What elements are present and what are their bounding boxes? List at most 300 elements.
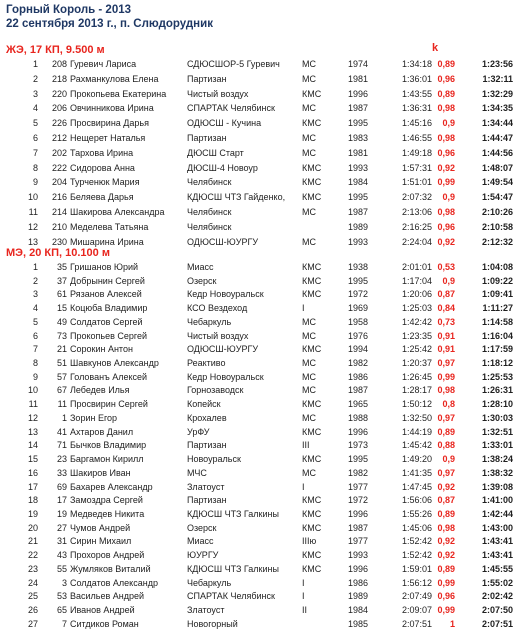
result-cell: 1:44:56	[481, 147, 513, 158]
team-cell: Новогорный	[187, 618, 238, 629]
team-cell: Партизан	[187, 440, 227, 451]
time-cell: 1:56:06	[401, 495, 432, 506]
k-cell: 0,92	[437, 162, 455, 173]
result-cell: 1:16:04	[481, 330, 513, 341]
table-row	[0, 301, 520, 315]
table-row	[0, 425, 520, 439]
result-cell: 1:38:32	[481, 467, 513, 478]
team-cell: Новоуральск	[187, 454, 241, 465]
result-cell: 1:49:54	[481, 177, 513, 188]
year-cell: 1986	[348, 371, 369, 382]
time-cell: 2:07:32	[401, 192, 432, 203]
k-cell: 0,87	[437, 289, 455, 300]
result-cell: 1:42:44	[481, 508, 513, 519]
result-cell: 1:32:51	[481, 426, 513, 437]
time-cell: 1:46:55	[401, 133, 432, 143]
name-cell: Бахарев Александр	[70, 481, 153, 492]
k-cell: 0,89	[437, 563, 455, 574]
table-row	[0, 438, 520, 452]
k-cell: 0,89	[437, 88, 455, 99]
team-cell: Златоуст	[187, 481, 225, 492]
time-cell: 1:55:26	[401, 508, 432, 519]
rank-cell: КМС	[302, 508, 322, 519]
k-cell: 0,9	[442, 192, 455, 203]
bib-cell: 212	[51, 133, 67, 143]
bib-cell: 33	[56, 467, 67, 478]
place-cell: 17	[27, 481, 38, 492]
rank-cell: МС	[302, 316, 316, 327]
bib-cell: 218	[51, 73, 67, 84]
result-cell: 2:02:42	[481, 591, 513, 602]
result-cell: 1:32:29	[481, 88, 513, 99]
result-cell: 2:10:26	[481, 207, 513, 217]
bib-cell: 206	[51, 103, 67, 114]
rank-cell: МС	[302, 371, 316, 382]
bib-cell: 220	[51, 88, 67, 99]
rank-cell: МС	[302, 412, 316, 423]
table-row	[0, 87, 520, 101]
bib-cell: 17	[56, 495, 67, 506]
time-cell: 2:16:25	[401, 221, 432, 232]
name-cell: Шакирова Александра	[70, 207, 165, 217]
time-cell: 1:49:20	[401, 454, 432, 465]
time-cell: 1:44:19	[401, 426, 432, 437]
rank-cell: III	[302, 440, 310, 451]
bib-cell: 202	[51, 147, 67, 158]
team-cell: Партизан	[187, 133, 227, 143]
year-cell: 1982	[348, 358, 369, 369]
team-cell: Кедр Новоуральск	[187, 289, 264, 300]
place-cell: 27	[27, 618, 38, 629]
place-cell: 24	[27, 577, 38, 588]
k-cell: 0,97	[437, 358, 455, 369]
name-cell: Шакиров Иван	[70, 467, 131, 478]
table-row	[0, 370, 520, 384]
result-cell: 1:09:22	[481, 275, 513, 286]
team-cell: КДЮСШ ЧТЗ Галкины	[187, 563, 279, 574]
k-cell: 0,96	[437, 221, 455, 232]
place-cell: 1	[32, 262, 38, 272]
result-cell: 1:04:08	[481, 262, 513, 272]
k-cell: 0,99	[437, 371, 455, 382]
rank-cell: IIIю	[302, 536, 317, 547]
table-row	[0, 175, 520, 189]
name-cell: Прокопьева Екатерина	[70, 88, 167, 99]
name-cell: Овчинникова Ирина	[70, 103, 154, 114]
time-cell: 1:28:17	[401, 385, 432, 396]
time-cell: 1:45:16	[401, 118, 432, 129]
time-cell: 1:20:06	[401, 289, 432, 300]
bib-cell: 37	[56, 275, 67, 286]
team-cell: Челябинск	[187, 177, 232, 188]
year-cell: 1993	[348, 162, 369, 173]
year-cell: 1995	[348, 192, 369, 203]
bib-cell: 43	[56, 550, 67, 561]
table-row	[0, 617, 520, 631]
time-cell: 2:07:49	[401, 591, 432, 602]
k-cell: 0,92	[437, 236, 455, 247]
time-cell: 2:09:07	[401, 605, 432, 615]
rank-cell: МС	[302, 330, 316, 341]
year-cell: 1995	[348, 118, 369, 129]
year-cell: 1981	[348, 73, 369, 84]
result-cell: 1:33:01	[481, 440, 513, 451]
k-cell: 0,99	[437, 577, 455, 588]
year-cell: 1985	[348, 618, 369, 629]
name-cell: Мишарина Ирина	[70, 236, 144, 247]
k-cell: 0,9	[442, 454, 455, 465]
year-cell: 1987	[348, 207, 369, 217]
k-cell: 0,88	[437, 440, 455, 451]
year-cell: 1995	[348, 454, 369, 465]
year-cell: 1976	[348, 330, 369, 341]
result-cell: 1:39:08	[481, 481, 513, 492]
name-cell: Лебедев Илья	[70, 385, 130, 396]
place-cell: 5	[32, 118, 38, 129]
result-cell: 1:14:58	[481, 316, 513, 327]
name-cell: Солдатов Сергей	[70, 316, 143, 327]
k-cell: 0,84	[437, 303, 455, 314]
rank-cell: МС	[302, 133, 316, 143]
name-cell: Меделева Татьяна	[70, 221, 149, 232]
k-cell: 0,8	[442, 399, 455, 410]
time-cell: 1:25:03	[401, 303, 432, 314]
result-cell: 1:17:59	[481, 344, 513, 355]
team-cell: Златоуст	[187, 605, 225, 615]
team-cell: Челябинск	[187, 207, 232, 217]
bib-cell: 69	[56, 481, 67, 492]
table-row	[0, 116, 520, 130]
table-row	[0, 493, 520, 507]
k-cell: 0,92	[437, 481, 455, 492]
k-cell: 0,98	[437, 207, 455, 217]
result-cell: 1:38:24	[481, 454, 513, 465]
k-cell: 0,53	[437, 262, 455, 272]
result-cell: 1:43:41	[481, 550, 513, 561]
bib-cell: 11	[57, 399, 67, 410]
place-cell: 11	[28, 399, 38, 410]
team-cell: Партизан	[187, 495, 227, 506]
name-cell: Бычков Владимир	[70, 440, 147, 451]
team-cell: СДЮСШОР-5 Гуревич	[187, 59, 280, 69]
rank-cell: КМС	[302, 177, 322, 188]
place-cell: 7	[32, 344, 38, 355]
table-row	[0, 603, 520, 617]
bib-cell: 55	[56, 563, 67, 574]
name-cell: Жумляков Виталий	[70, 563, 151, 574]
bib-cell: 35	[56, 262, 67, 272]
k-column-header: k	[432, 42, 439, 54]
result-cell: 1:23:56	[481, 59, 513, 69]
name-cell: Замоздра Сергей	[70, 495, 143, 506]
k-cell: 0,9	[442, 118, 455, 129]
year-cell: 1996	[348, 563, 369, 574]
team-cell: ОДЮСШ-ЮУРГУ	[187, 344, 259, 355]
name-cell: Добрынин Сергей	[70, 275, 145, 286]
table-row	[0, 131, 520, 145]
place-cell: 11	[28, 207, 38, 217]
time-cell: 1:32:50	[401, 412, 432, 423]
year-cell: 1996	[348, 508, 369, 519]
team-cell: Озерск	[187, 275, 217, 286]
result-cell: 2:12:32	[481, 236, 513, 247]
time-cell: 1:49:18	[401, 147, 432, 158]
table-row	[0, 562, 520, 576]
table-row	[0, 397, 520, 411]
place-cell: 21	[27, 536, 38, 547]
place-cell: 6	[32, 133, 38, 143]
rank-cell: КМС	[302, 454, 322, 465]
bib-cell: 27	[56, 522, 67, 533]
table-row	[0, 342, 520, 356]
bib-cell: 216	[51, 192, 67, 203]
year-cell: 1996	[348, 426, 369, 437]
bib-cell: 71	[56, 440, 67, 451]
page-title: Горный Король - 2013	[6, 4, 132, 16]
k-cell: 0,97	[437, 412, 455, 423]
rank-cell: КМС	[302, 522, 322, 533]
rank-cell: КМС	[302, 495, 322, 506]
year-cell: 1981	[348, 147, 369, 158]
place-cell: 4	[32, 303, 38, 314]
k-cell: 0,99	[437, 605, 455, 615]
team-cell: КДЮСШ ЧТЗ Гайденко,	[187, 192, 286, 203]
team-cell: Чебаркуль	[187, 577, 232, 588]
rank-cell: МС	[302, 467, 316, 478]
rank-cell: I	[302, 481, 305, 492]
rank-cell: КМС	[302, 88, 322, 99]
rank-cell: КМС	[302, 262, 322, 272]
year-cell: 1984	[348, 177, 369, 188]
table-row	[0, 287, 520, 301]
year-cell: 1994	[348, 344, 369, 355]
page-subtitle: 22 сентября 2013 г., п. Слюдорудник	[6, 18, 213, 30]
result-cell: 1:18:12	[481, 358, 513, 369]
bib-cell: 53	[56, 591, 67, 602]
k-cell: 0,91	[437, 344, 455, 355]
k-cell: 0,96	[437, 73, 455, 84]
name-cell: Беляева Дарья	[70, 192, 134, 203]
team-cell: ЮУРГУ	[187, 550, 219, 561]
k-cell: 0,96	[437, 147, 455, 158]
bib-cell: 73	[56, 330, 67, 341]
year-cell: 1986	[348, 577, 369, 588]
result-cell: 1:34:44	[481, 118, 513, 129]
result-cell: 1:55:02	[481, 577, 513, 588]
team-cell: Крохалев	[187, 412, 227, 423]
table-row	[0, 383, 520, 397]
time-cell: 1:56:12	[401, 577, 432, 588]
k-cell: 1	[449, 618, 455, 629]
table-row	[0, 411, 520, 425]
place-cell: 7	[32, 147, 38, 158]
name-cell: Турченюк Мария	[70, 177, 140, 188]
rank-cell: I	[302, 303, 305, 314]
team-cell: МЧС	[187, 467, 207, 478]
name-cell: Чумов Андрей	[70, 522, 131, 533]
name-cell: Ахтаров Данил	[70, 426, 134, 437]
place-cell: 12	[27, 221, 38, 232]
place-cell: 3	[32, 289, 38, 300]
rank-cell: КМС	[302, 426, 322, 437]
table-row	[0, 205, 520, 219]
bib-cell: 57	[56, 371, 67, 382]
year-cell: 1996	[348, 88, 369, 99]
year-cell: 1987	[348, 522, 369, 533]
year-cell: 1989	[348, 221, 369, 232]
place-cell: 10	[27, 385, 38, 396]
bib-cell: 31	[56, 536, 67, 547]
year-cell: 1987	[348, 103, 369, 114]
name-cell: Просвирин Сергей	[70, 399, 148, 410]
time-cell: 1:20:37	[401, 358, 432, 369]
place-cell: 26	[27, 605, 38, 615]
name-cell: Медведев Никита	[70, 508, 145, 519]
k-cell: 0,96	[437, 591, 455, 602]
bib-cell: 222	[51, 162, 67, 173]
name-cell: Гуревич Лариса	[70, 59, 137, 69]
time-cell: 1:47:45	[401, 481, 432, 492]
rank-cell: II	[302, 605, 308, 615]
time-cell: 1:42:42	[401, 316, 432, 327]
year-cell: 1988	[348, 412, 369, 423]
bib-cell: 51	[56, 358, 67, 369]
table-row	[0, 101, 520, 115]
name-cell: Ситдиков Роман	[70, 618, 139, 629]
team-cell: Чистый воздух	[187, 88, 249, 99]
section-title-men: МЭ, 20 КП, 10.100 м	[6, 247, 110, 259]
bib-cell: 208	[51, 59, 67, 69]
place-cell: 3	[32, 88, 38, 99]
team-cell: Реактиво	[187, 358, 226, 369]
name-cell: Голованъ Алексей	[70, 371, 148, 382]
team-cell: Миасс	[187, 262, 214, 272]
time-cell: 1:17:04	[401, 275, 432, 286]
place-cell: 13	[27, 236, 38, 247]
bib-cell: 3	[61, 577, 67, 588]
result-cell: 2:10:58	[481, 221, 513, 232]
time-cell: 1:41:35	[401, 467, 432, 478]
rank-cell: I	[302, 577, 305, 588]
time-cell: 1:52:42	[401, 550, 432, 561]
time-cell: 1:25:42	[401, 344, 432, 355]
rank-cell: КМС	[302, 275, 322, 286]
result-cell: 1:32:11	[482, 73, 513, 84]
time-cell: 1:43:55	[401, 88, 432, 99]
table-row	[0, 260, 520, 274]
rank-cell: КМС	[302, 563, 322, 574]
year-cell: 1974	[348, 59, 369, 69]
k-cell: 0,73	[437, 316, 455, 327]
place-cell: 25	[27, 591, 38, 602]
result-cell: 1:54:47	[481, 192, 513, 203]
table-row	[0, 466, 520, 480]
year-cell: 1995	[348, 275, 369, 286]
place-cell: 19	[27, 508, 38, 519]
rank-cell: КМС	[302, 118, 322, 129]
bib-cell: 226	[51, 118, 67, 129]
bib-cell: 7	[61, 618, 67, 629]
table-row	[0, 161, 520, 175]
bib-cell: 230	[51, 236, 67, 247]
result-cell: 1:45:55	[481, 563, 513, 574]
table-row	[0, 315, 520, 329]
result-cell: 2:07:50	[481, 605, 513, 615]
time-cell: 1:45:42	[401, 440, 432, 451]
name-cell: Прокопьев Сергей	[70, 330, 148, 341]
name-cell: Прохоров Андрей	[70, 550, 145, 561]
table-row	[0, 329, 520, 343]
name-cell: Нещерет Наталья	[70, 133, 146, 143]
name-cell: Тархова Ирина	[70, 147, 134, 158]
place-cell: 20	[27, 522, 38, 533]
bib-cell: 19	[56, 508, 67, 519]
k-cell: 0,98	[437, 133, 455, 143]
team-cell: ОДЮСШ - Кучина	[187, 118, 262, 129]
place-cell: 1	[32, 59, 38, 69]
time-cell: 1:23:35	[401, 330, 432, 341]
year-cell: 1993	[348, 550, 369, 561]
table-row	[0, 548, 520, 562]
result-cell: 1:30:03	[481, 412, 513, 423]
team-cell: СПАРТАК Челябинск	[187, 591, 275, 602]
year-cell: 1987	[348, 385, 369, 396]
rank-cell: МС	[302, 73, 316, 84]
time-cell: 1:45:06	[401, 522, 432, 533]
bib-cell: 21	[56, 344, 67, 355]
time-cell: 1:50:12	[401, 399, 432, 410]
year-cell: 1983	[348, 133, 369, 143]
k-cell: 0,9	[442, 275, 455, 286]
rank-cell: КМС	[302, 550, 322, 561]
bib-cell: 67	[56, 385, 67, 396]
team-cell: Копейск	[187, 399, 221, 410]
year-cell: 1973	[348, 440, 369, 451]
rank-cell: КМС	[302, 399, 322, 410]
k-cell: 0,98	[437, 103, 455, 114]
year-cell: 1977	[348, 536, 369, 547]
year-cell: 1938	[348, 262, 369, 272]
name-cell: Сирин Михаил	[70, 536, 132, 547]
time-cell: 1:57:31	[401, 162, 432, 173]
name-cell: Шавкунов Александр	[70, 358, 159, 369]
name-cell: Зорин Егор	[70, 412, 118, 423]
table-row	[0, 480, 520, 494]
place-cell: 14	[27, 440, 38, 451]
name-cell: Рязанов Алексей	[70, 289, 142, 300]
table-row	[0, 190, 520, 204]
place-cell: 12	[27, 412, 38, 423]
table-row	[0, 507, 520, 521]
place-cell: 5	[32, 316, 38, 327]
name-cell: Васильев Андрей	[70, 591, 145, 602]
bib-cell: 204	[51, 177, 67, 188]
time-cell: 1:52:42	[401, 536, 432, 547]
table-row	[0, 57, 520, 71]
rank-cell: КМС	[302, 344, 322, 355]
name-cell: Рахманкулова Елена	[70, 73, 159, 84]
time-cell: 2:13:06	[401, 207, 432, 217]
name-cell: Иванов Андрей	[70, 605, 135, 615]
rank-cell: МС	[302, 103, 316, 114]
bib-cell: 214	[51, 207, 67, 217]
team-cell: Чистый воздух	[187, 330, 249, 341]
year-cell: 1982	[348, 467, 369, 478]
table-row	[0, 589, 520, 603]
place-cell: 8	[32, 162, 38, 173]
team-cell: Горнозаводск	[187, 385, 244, 396]
k-cell: 0,89	[437, 508, 455, 519]
